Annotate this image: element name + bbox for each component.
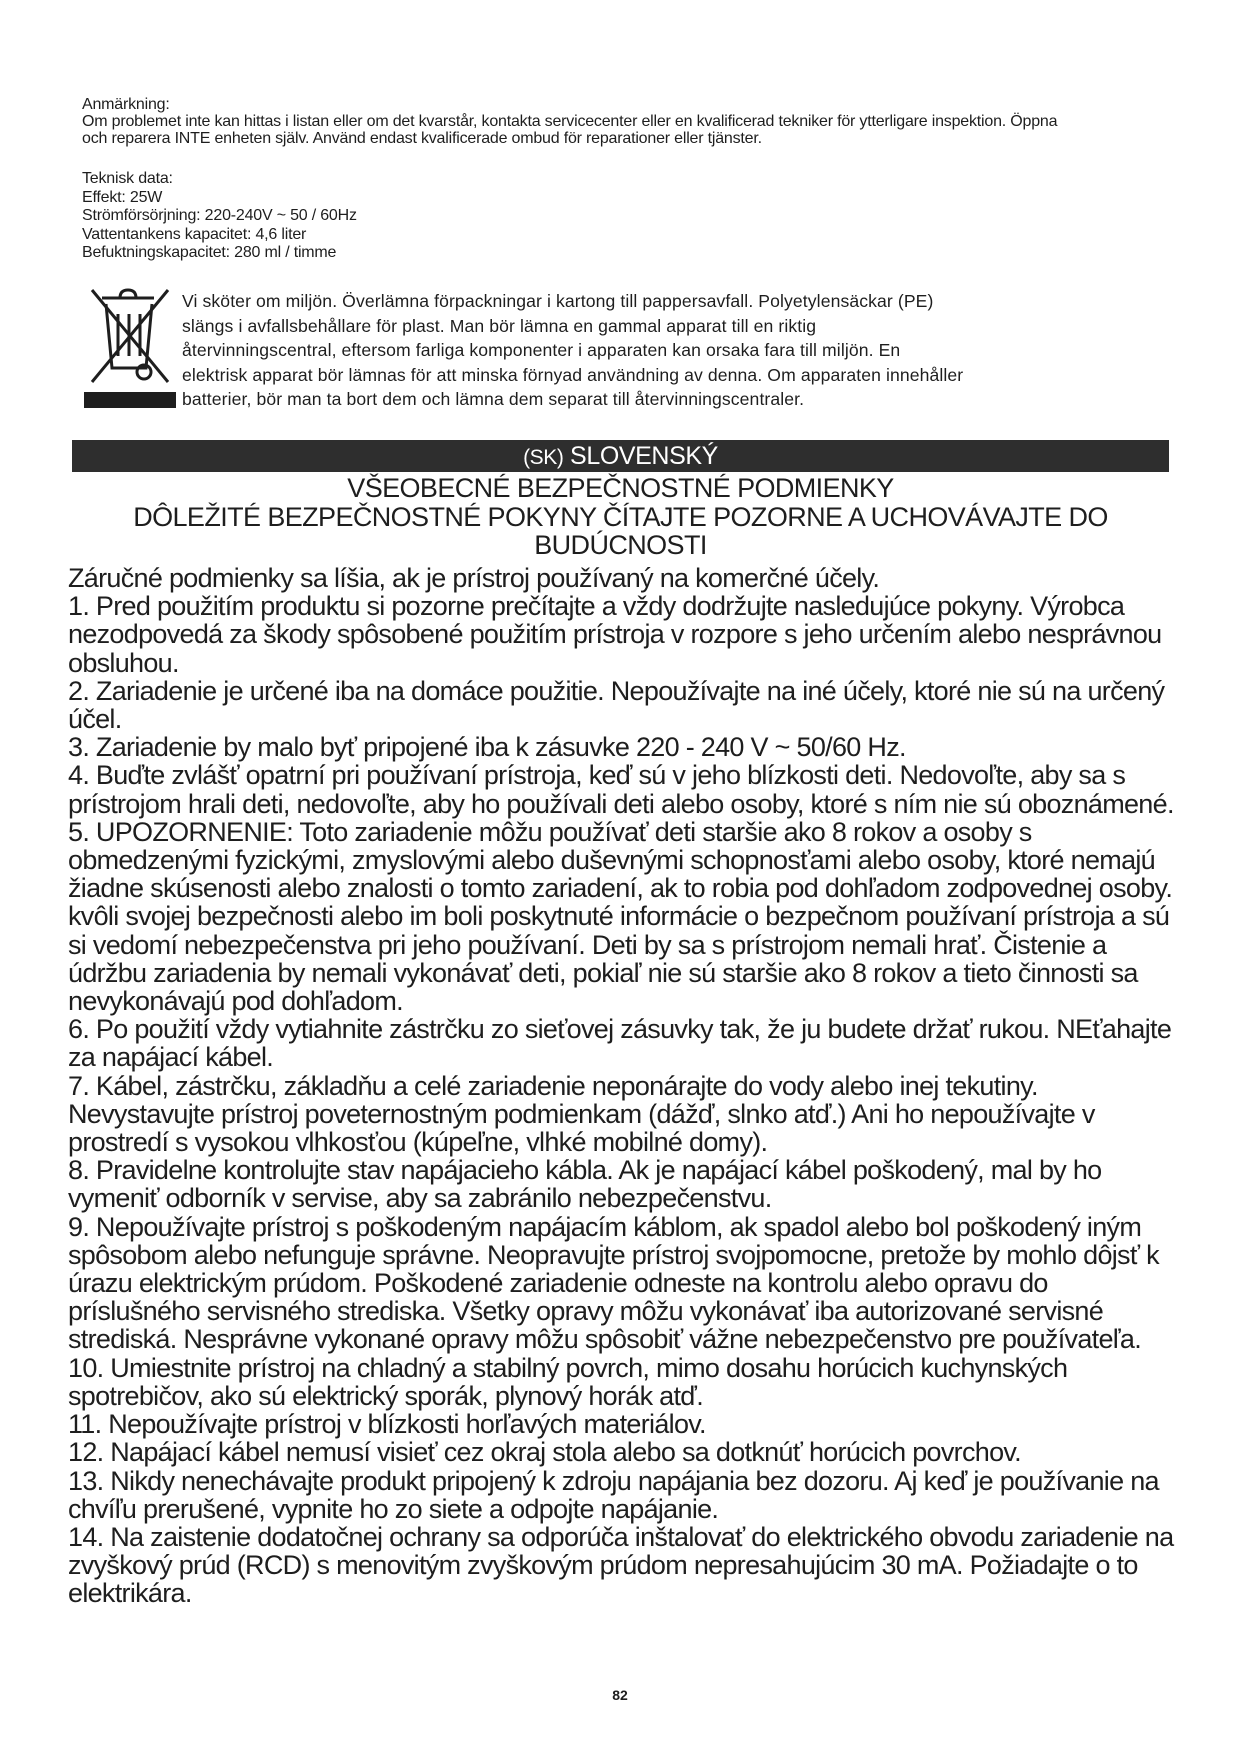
- language-code: (SK): [523, 446, 564, 469]
- main-title: VŠEOBECNÉ BEZPEČNOSTNÉ PODMIENKY: [347, 473, 894, 503]
- environment-notice: [182, 289, 1172, 412]
- eco-line: Vi sköter om miljön. Överlämna förpackningar i kartong till pappersavfall. Polyetylensäckar (PE): [182, 291, 934, 311]
- technical-data: [82, 170, 682, 263]
- tech-item-power: Effekt: 25W: [82, 188, 163, 206]
- note-heading: Anmärkning:: [82, 96, 170, 113]
- swedish-note: [82, 96, 1082, 147]
- instruction-item: 8. Pravidelne kontrolujte stav napájacieho kábla. Ak je napájací kábel poškodený, mal by ho vymeniť odborník v servise, aby sa zabránilo nebezpečenstvu.: [68, 1155, 1102, 1214]
- instruction-item: 7. Kábel, zástrčku, základňu a celé zariadenie neponárajte do vody alebo inej tekutiny. Nevystavujte prístroj poveternostným podmienkam (dážď, slnko atď.) Ani ho nepoužívajte v prostredí s vysokou vlhkosťou (kúpeľne, vlhké mobilné domy).: [68, 1070, 1095, 1158]
- instruction-item: 14. Na zaistenie dodatočnej ochrany sa odporúča inštalovať do elektrického obvodu zariadenie na zvyškový prúd (RCD) s menovitým zvyškovým prúdom nepresahujúcim 30 mA. Požiadajte o to elektrikára.: [68, 1521, 1174, 1609]
- safety-titles: [62, 474, 1179, 560]
- weee-crossed-bin-icon: [84, 284, 176, 412]
- tech-item-tank: Vattentankens kapacitet: 4,6 liter: [82, 225, 307, 243]
- eco-line: batterier, bör man ta bort dem och lämna dem separat till återvinningscentraler.: [182, 389, 805, 410]
- instruction-item: 11. Nepoužívajte prístroj v blízkosti horľavých materiálov.: [68, 1409, 706, 1440]
- instruction-item: 6. Po použití vždy vytiahnite zástrčku zo sieťovej zásuvky tak, že ju budete držať rukou. NEťahajte za napájací kábel.: [68, 1014, 1172, 1073]
- language-section-bar: [72, 440, 1169, 472]
- tech-item-supply: Strömförsörjning: 220-240V ~ 50 / 60Hz: [82, 207, 357, 225]
- note-text: Om problemet inte kan hittas i listan eller om det kvarstår, kontakta servicecenter eller en kvalificerad tekniker för ytterligare inspektion. Öppna och reparera INTE enheten själv. Använd endast kvalificerade ombud för reparationer eller tjänster.: [82, 113, 1058, 147]
- tech-item-humidification: Befuktningskapacitet: 280 ml / timme: [82, 244, 337, 262]
- eco-line: slängs i avfallsbehållare för plast. Man bör lämna en gammal apparat till en riktig: [182, 315, 817, 336]
- instruction-item: 10. Umiestnite prístroj na chladný a stabilný povrch, mimo dosahu horúcich kuchynských spotrebičov, ako sú elektrický sporák, plynový horák atď.: [68, 1352, 1068, 1411]
- eco-line: elektrisk apparat bör lämnas för att minska förnyad användning av denna. Om apparaten innehåller: [182, 364, 964, 385]
- instruction-item: 13. Nikdy nenechávajte produkt pripojený k zdroju napájania bez dozoru. Aj keď je používanie na chvíľu prerušené, vypnite ho zo siete a odpojte napájanie.: [68, 1465, 1159, 1524]
- tech-heading: Teknisk data:: [82, 170, 173, 187]
- instruction-item: 2. Zariadenie je určené iba na domáce použitie. Nepoužívajte na iné účely, ktoré nie sú na určený účel.: [68, 675, 1165, 735]
- subtitle-line-2: BUDÚCNOSTI: [534, 530, 707, 560]
- language-label: SLOVENSKÝ: [563, 442, 718, 470]
- instruction-item: 5. UPOZORNENIE: Toto zariadenie môžu používať deti staršie ako 8 rokov a osoby s obmedzenými fyzickými, zmyslovými alebo duševnými schopnosťami alebo osoby, ktoré nemajú žiadne skúsenosti alebo znalosti o tomto zariadení, ak to robia pod dohľadom zodpovednej osoby. kvôli svojej bezpečnosti alebo im boli poskytnuté informácie o bezpečnom používaní prístroja a sú si vedomí nebezpečenstva pri jeho používaní. Deti by sa s prístrojom nemali hrať. Čistenie a údržbu zariadenia by nemali vykonávať deti, pokiaľ nie sú staršie ako 8 rokov a tieto činnosti sa nevykonávajú pod dohľadom.: [68, 816, 1173, 1017]
- instruction-item: 3. Zariadenie by malo byť pripojené iba k zásuvke 220 - 240 V ~ 50/60 Hz.: [68, 732, 906, 763]
- page-number: 82: [612, 1687, 628, 1703]
- warranty-intro: Záručné podmienky sa líšia, ak je prístroj používaný na komerčné účely.: [68, 563, 880, 593]
- instruction-item: 9. Nepoužívajte prístroj s poškodeným napájacím káblom, ak spadol alebo bol poškodený iným spôsobom alebo nefunguje správne. Neopravujte prístroj svojpomocne, pretože by mohlo dôjsť k úrazu elektrickým prúdom. Poškodené zariadenie odneste na kontrolu alebo opravu do príslušného servisného strediska. Všetky opravy môžu vykonávať iba autorizované servisné strediská. Nesprávne vykonané opravy môžu spôsobiť vážne nebezpečenstvo pre používateľa.: [68, 1211, 1159, 1355]
- subtitle-line-1: DÔLEŽITÉ BEZPEČNOSTNÉ POKYNY ČÍTAJTE POZORNE A UCHOVÁVAJTE DO: [133, 501, 1108, 532]
- instruction-item: 1. Pred použitím produktu si pozorne prečítajte a vždy dodržujte nasledujúce pokyny. Výrobca nezodpovedá za škody spôsobené použitím prístroja v rozpore s jeho určením alebo nesprávnou obsluhou.: [68, 591, 1162, 678]
- instruction-item: 4. Buďte zvlášť opatrní pri používaní prístroja, keď sú v jeho blízkosti deti. Nedovoľte, aby sa s prístrojom hrali deti, nedovoľte, aby ho používali deti alebo osoby, ktoré s ním nie sú oboznámené.: [68, 760, 1174, 819]
- safety-instructions: [68, 564, 1176, 1608]
- eco-line: återvinningscentral, eftersom farliga komponenter i apparaten kan orsaka fara till miljön. En: [182, 340, 901, 361]
- instruction-item: 12. Napájací kábel nemusí visieť cez okraj stola alebo sa dotknúť horúcich povrchov.: [68, 1437, 1021, 1468]
